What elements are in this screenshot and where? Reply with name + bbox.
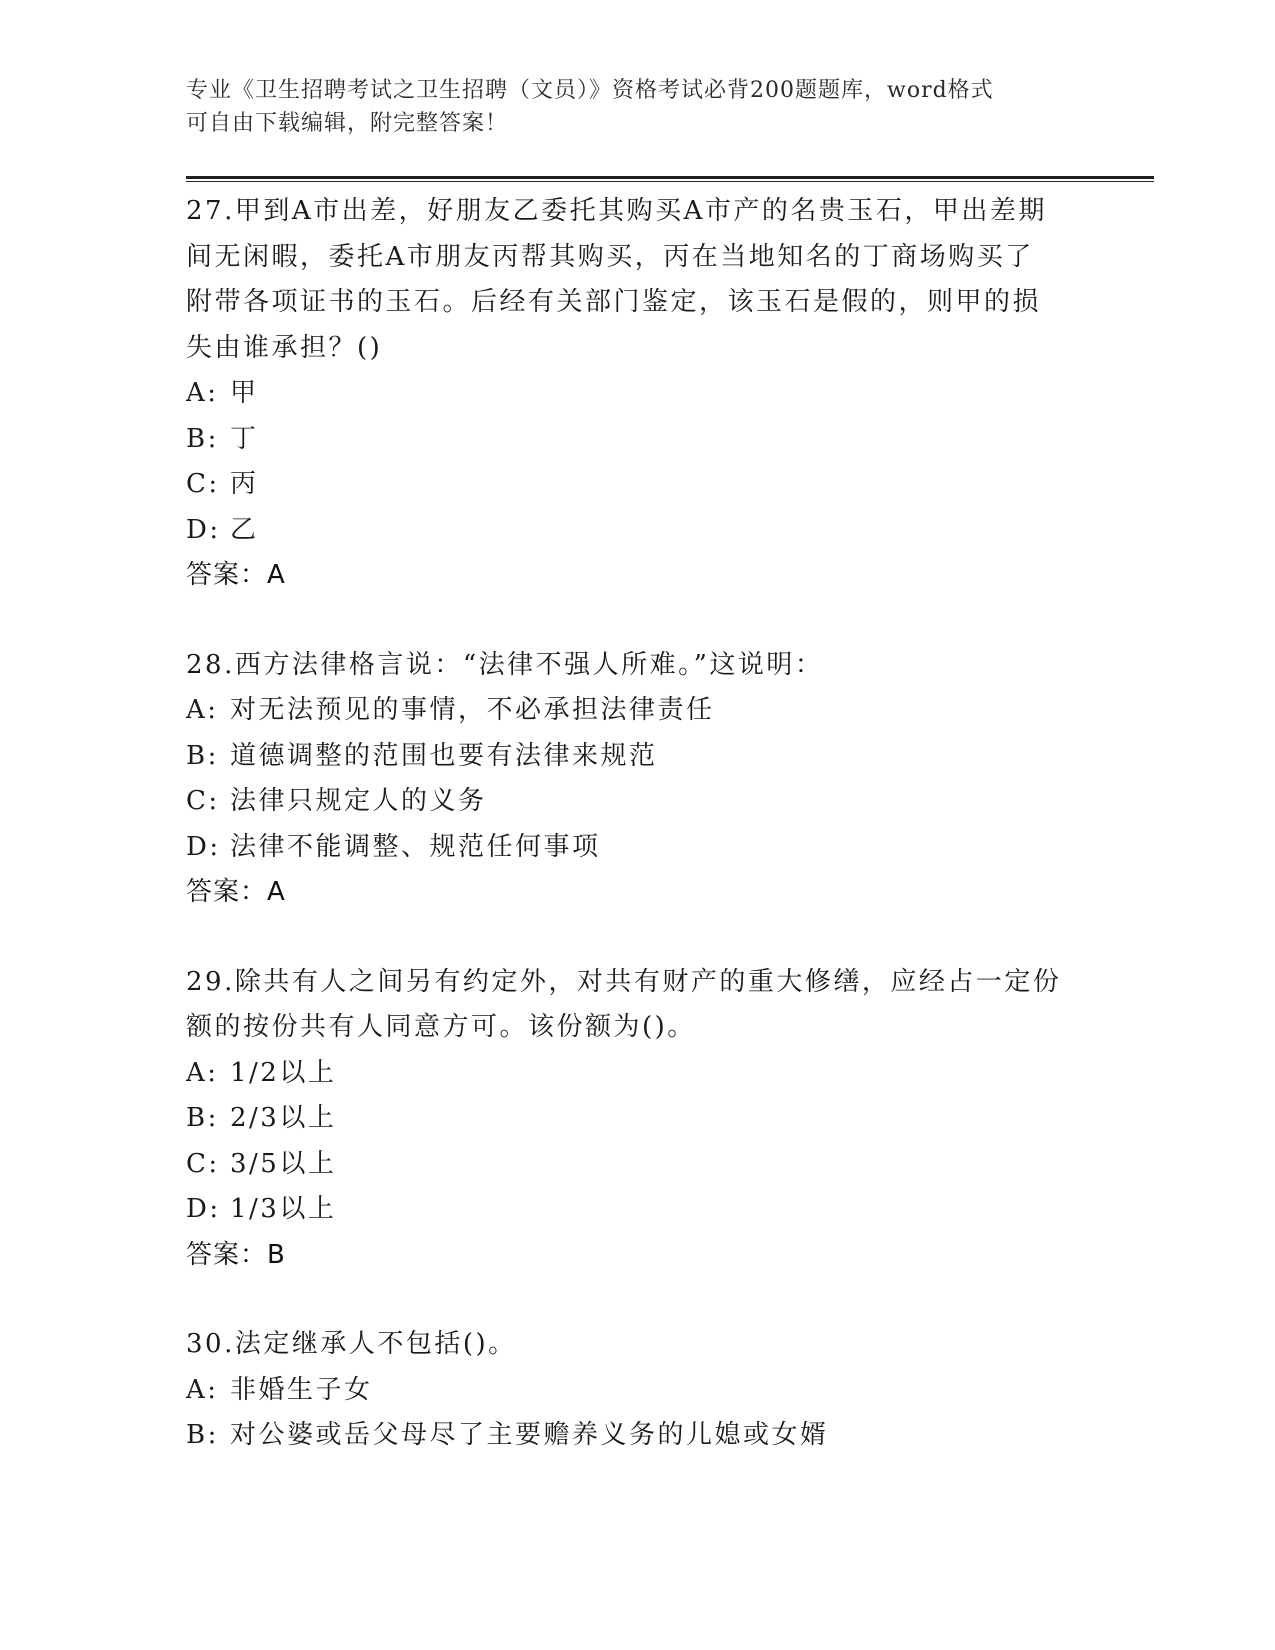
option-a: [186, 688, 1066, 734]
option-text: 法律不能调整、规范任何事项: [230, 831, 601, 862]
answer-line: 答案：B: [186, 1239, 286, 1270]
option-key: C:: [186, 1148, 220, 1179]
option-b: [186, 734, 1066, 780]
option-key: B:: [186, 1103, 219, 1133]
option-text: 道德调整的范围也要有法律来规范: [230, 740, 658, 771]
option-text: 甲: [230, 378, 259, 408]
option-c: [186, 1142, 1066, 1188]
option-a: [186, 1368, 1066, 1414]
option-text: 非婚生子女: [230, 1374, 373, 1405]
question-stem-line: 额的按份共有人同意方可。该份额为()。: [186, 1012, 696, 1042]
header-line-1: 专业《卫生招聘考试之卫生招聘（文员）》资格考试必背200题题库，word格式: [186, 78, 994, 103]
option-key: A:: [186, 378, 219, 408]
document-header: [186, 74, 1066, 140]
option-b: [186, 1413, 1066, 1459]
option-d: [186, 1187, 1066, 1233]
option-d: [186, 508, 1066, 554]
question-30: [186, 1322, 1066, 1459]
option-d: [186, 825, 1066, 871]
option-key: D:: [186, 831, 221, 862]
answer-line: 答案：A: [186, 877, 286, 907]
option-text: 法律只规定人的义务: [230, 786, 487, 816]
question-stem-line: 间无闲暇，委托A市朋友丙帮其购买，丙在当地知名的丁商场购买了: [186, 241, 1034, 272]
option-key: C:: [186, 786, 220, 816]
option-text: 2/3以上: [230, 1103, 337, 1133]
option-text: 丁: [230, 423, 259, 454]
question-stem-line: 29.除共有人之间另有约定外，对共有财产的重大修缮，应经占一定份: [186, 966, 1062, 997]
option-b: [186, 1096, 1066, 1142]
option-key: A:: [186, 695, 219, 725]
question-stem-line: 30.法定继承人不包括()。: [186, 1329, 517, 1359]
question-stem-line: 27.甲到A市出差，好朋友乙委托其购买A市产的名贵玉石，甲出差期: [186, 196, 1047, 226]
option-text: 对公婆或岳父母尽了主要赡养义务的儿媳或女婿: [230, 1420, 829, 1450]
question-27: [186, 189, 1066, 599]
header-divider-thick: [186, 176, 1154, 179]
question-list: [186, 189, 1066, 1503]
option-a: [186, 1051, 1066, 1097]
question-stem-line: 失由谁承担？(): [186, 332, 383, 363]
option-key: B:: [186, 423, 219, 454]
question-28: [186, 643, 1066, 916]
option-text: 3/5以上: [230, 1148, 337, 1179]
question-29: [186, 960, 1066, 1279]
option-key: D:: [186, 1194, 221, 1224]
option-text: 1/2以上: [230, 1057, 337, 1088]
option-text: 1/3以上: [230, 1194, 337, 1224]
option-key: A:: [186, 1057, 219, 1088]
option-text: 乙: [230, 514, 259, 545]
option-key: A:: [186, 1374, 219, 1405]
option-key: C:: [186, 469, 220, 499]
option-key: D:: [186, 514, 221, 545]
option-key: B:: [186, 1420, 219, 1450]
option-c: [186, 462, 1066, 508]
question-stem-line: 28.西方法律格言说：“法律不强人所难。”这说明：: [186, 649, 824, 680]
question-stem-line: 附带各项证书的玉石。后经有关部门鉴定，该玉石是假的，则甲的损: [186, 287, 1042, 317]
header-line-2: 可自由下载编辑，附完整答案！: [186, 111, 509, 136]
option-a: [186, 371, 1066, 417]
option-b: [186, 417, 1066, 463]
option-text: 对无法预见的事情，不必承担法律责任: [230, 695, 715, 725]
answer-line: 答案：A: [186, 560, 286, 590]
option-text: 丙: [230, 469, 259, 499]
option-key: B:: [186, 740, 219, 771]
header-divider-thin: [186, 181, 1154, 182]
option-c: [186, 779, 1066, 825]
